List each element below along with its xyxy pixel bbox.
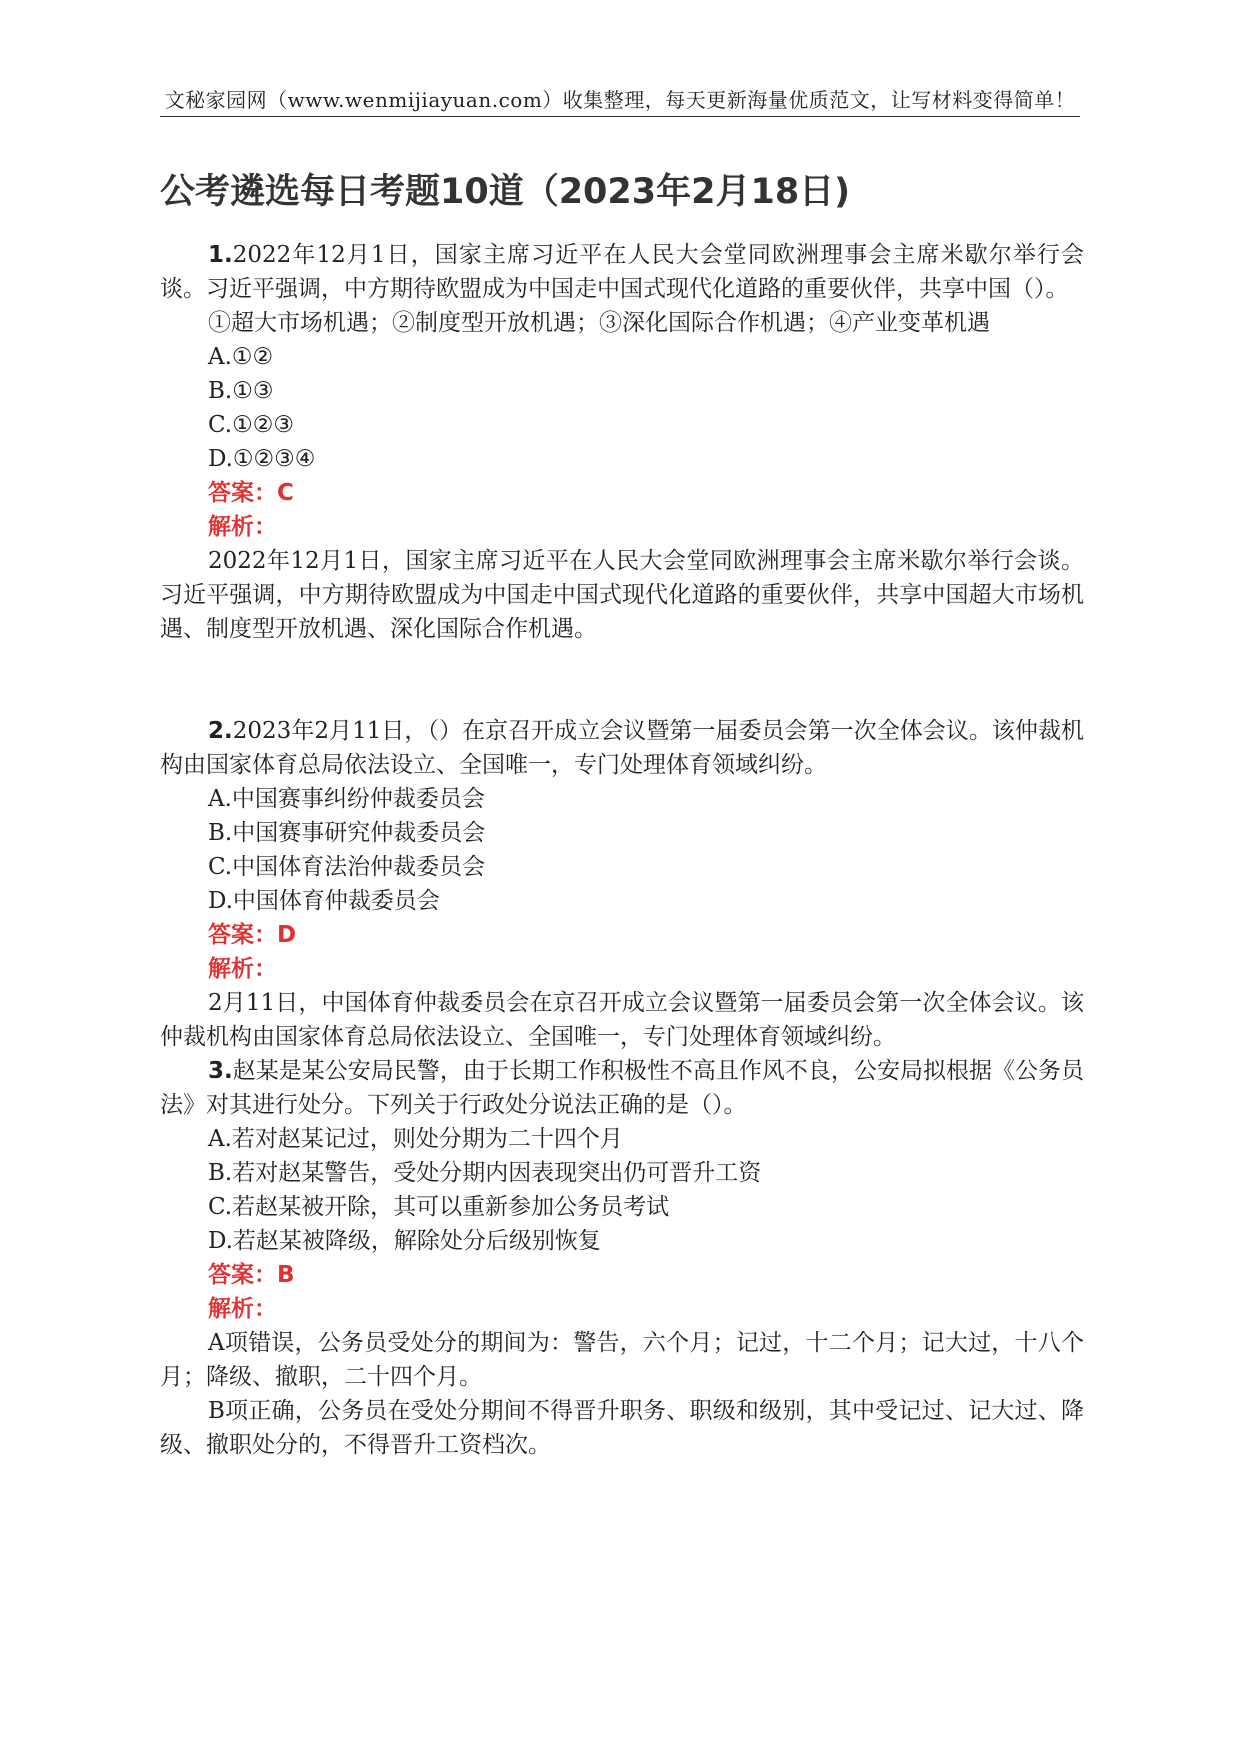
site-header: 文秘家园网（www.wenmijiayuan.com）收集整理，每天更新海量优质范文，让写材料变得简单！ <box>160 86 1080 117</box>
question-list <box>160 238 1084 1462</box>
option-c: C.中国体育法治仲裁委员会 <box>208 854 486 880</box>
option-b: B.若对赵某警告，受处分期内因表现突出仍可晋升工资 <box>208 1160 762 1186</box>
question-stem: 1.2022年12月1日，国家主席习近平在人民大会堂同欧洲理事会主席米歇尔举行会谈。习近平强调，中方期待欧盟成为中国走中国式现代化道路的重要伙伴，共享中国（）。 <box>160 242 1084 302</box>
option-d: D.若赵某被降级，解除处分后级别恢复 <box>208 1228 601 1254</box>
answer-label: 答案：B <box>208 1262 295 1288</box>
option-a: A.①② <box>208 344 274 370</box>
analysis-text: 2月11日，中国体育仲裁委员会在京召开成立会议暨第一届委员会第一次全体会议。该仲裁机构由国家体育总局依法设立、全国唯一，专门处理体育领域纠纷。 <box>160 990 1084 1050</box>
question-stem: 3.赵某是某公安局民警，由于长期工作积极性不高且作风不良，公安局拟根据《公务员法》对其进行处分。下列关于行政处分说法正确的是（）。 <box>160 1058 1084 1118</box>
question-number: 3. <box>208 1058 233 1084</box>
question-1 <box>160 238 1084 646</box>
option-d: D.①②③④ <box>208 446 316 472</box>
analysis-label: 解析： <box>208 1296 277 1322</box>
option-c: C.①②③ <box>208 412 294 438</box>
option-a: A.中国赛事纠纷仲裁委员会 <box>208 786 485 812</box>
option-b: B.中国赛事研究仲裁委员会 <box>208 820 486 846</box>
question-number: 1. <box>208 242 233 268</box>
question-stem: 2.2023年2月11日，（）在京召开成立会议暨第一届委员会第一次全体会议。该仲裁机构由国家体育总局依法设立、全国唯一，专门处理体育领域纠纷。 <box>160 718 1084 778</box>
question-3 <box>160 1054 1084 1462</box>
analysis-text: A项错误，公务员受处分的期间为：警告，六个月；记过，十二个月；记大过，十八个月；降级、撤职，二十四个月。 <box>160 1330 1084 1390</box>
option-d: D.中国体育仲裁委员会 <box>208 888 440 914</box>
analysis-label: 解析： <box>208 514 277 540</box>
analysis-text: B项正确，公务员在受处分期间不得晋升职务、职级和级别，其中受记过、记大过、降级、撤职处分的，不得晋升工资档次。 <box>160 1398 1084 1458</box>
option-a: A.若对赵某记过，则处分期为二十四个月 <box>208 1126 623 1152</box>
question-number: 2. <box>208 718 233 744</box>
answer-label: 答案：C <box>208 480 294 506</box>
option-b: B.①③ <box>208 378 274 404</box>
page-title: 公考遴选每日考题10道（2023年2月18日) <box>160 172 851 212</box>
spacer <box>160 646 1084 714</box>
analysis-label: 解析： <box>208 956 277 982</box>
question-premises: ①超大市场机遇；②制度型开放机遇；③深化国际合作机遇；④产业变革机遇 <box>208 310 990 336</box>
question-2 <box>160 714 1084 1054</box>
answer-label: 答案：D <box>208 922 297 948</box>
option-c: C.若赵某被开除，其可以重新参加公务员考试 <box>208 1194 670 1220</box>
analysis-text: 2022年12月1日，国家主席习近平在人民大会堂同欧洲理事会主席米歇尔举行会谈。习近平强调，中方期待欧盟成为中国走中国式现代化道路的重要伙伴，共享中国超大市场机遇、制度型开放机遇、深化国际合作机遇。 <box>160 548 1084 642</box>
